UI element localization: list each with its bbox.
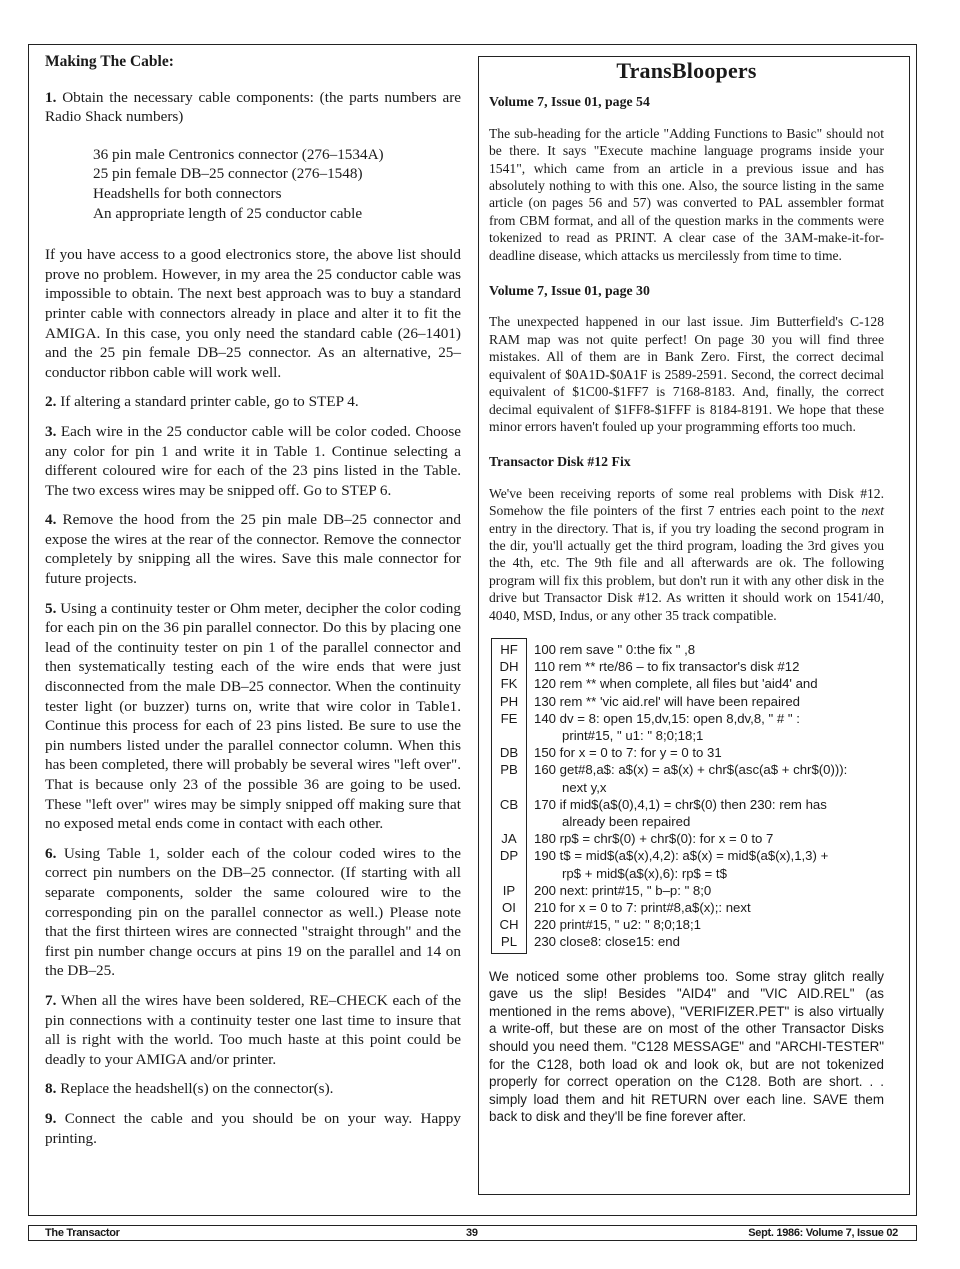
listing-row xyxy=(492,638,848,658)
part-item: 36 pin male Centronics connector (276–1534A) xyxy=(93,145,384,163)
checksum-code: HF xyxy=(492,638,527,658)
code-line: 220 print#15, " u2: " 8;0;18;1 xyxy=(534,917,702,933)
footer-page-number: 39 xyxy=(466,1227,478,1239)
making-the-cable-article xyxy=(45,52,461,1158)
footer-issue: Sept. 1986: Volume 7, Issue 02 xyxy=(748,1227,898,1239)
listing-row xyxy=(492,830,848,847)
code-line-continuation: rp$ + mid$(a$(x),6): rp$ = t$ xyxy=(562,865,727,881)
checksum-code: PB xyxy=(492,761,527,795)
step-1: 1. Obtain the necessary cable components: (the parts numbers are Radio Shack numbers) xyxy=(45,88,462,126)
code-line: 110 rem ** rte/86 – to fix transactor's disk #12 xyxy=(534,659,800,675)
code-line: 130 rem ** 'vic aid.rel' will have been repaired xyxy=(534,693,800,709)
checksum-code: CB xyxy=(492,796,527,830)
section-heading-disk12-fix: Transactor Disk #12 Fix xyxy=(489,454,631,470)
transbloopers-column xyxy=(489,60,884,1144)
article-heading: Making The Cable: xyxy=(45,53,174,70)
listing-row xyxy=(492,916,848,933)
code-line-continuation: already been repaired xyxy=(562,814,691,829)
footer-publication: The Transactor xyxy=(45,1227,120,1239)
step-3: 3. Each wire in the 25 conductor cable will be color coded. Choose any color for pin 1 and write it in Table 1. Continue selecting a different coloured wire for each of the 23 pins listed in the Table. The two excess wires may be snipped off. Go to STEP 6. xyxy=(45,422,461,499)
page-footer xyxy=(28,1225,917,1241)
basic-program-listing xyxy=(491,638,848,954)
code-line: 120 rem ** when complete, all files but 'aid4' and xyxy=(534,676,818,692)
code-line: 150 for x = 0 to 7: for y = 0 to 31 xyxy=(534,745,722,761)
checksum-code: PL xyxy=(492,933,527,953)
part-item: Headshells for both connectors xyxy=(93,184,282,202)
checksum-code: CH xyxy=(492,916,527,933)
step-2: 2. If altering a standard printer cable, go to STEP 4. xyxy=(45,393,359,411)
step-5: 5. Using a continuity tester or Ohm meter, decipher the color coding for each pin on the 36 pin parallel connector. Do this by placing one lead of the continuity tester on pin 1 of the parallel connector and then systematically testing each of the wire ends that were just disconnected from the male DB–25 connector. When the continuity tester light (or buzzer) turns on, write that wire color in Table1. Continue this process for each of 23 pins listed. Be sure to use the pin numbers listed under the parallel connector column. When this has been completed, there will probably be several wires "left over". That is because only 23 of the possible 36 are going to be used. These "left over" wires may be simply snipped off making sure that no exposed metal ends come in contact with each other. xyxy=(45,599,461,833)
transbloopers-title: TransBloopers xyxy=(616,58,757,83)
checksum-code: FE xyxy=(492,710,527,744)
part-item: 25 pin female DB–25 connector (276–1548) xyxy=(93,165,363,183)
checksum-code: DB xyxy=(492,744,527,761)
code-line: 180 rp$ = chr$(0) + chr$(0): for x = 0 to 7 xyxy=(534,831,774,847)
code-line-continuation: next y,x xyxy=(562,779,607,795)
listing-row xyxy=(492,899,848,916)
store-paragraph: If you have access to a good electronics store, the above list should prove no problem. However, in my area the 25 conductor cable was impossible to obtain. The next best approach was to buy a standard printer cable with connectors already in place and alter it to fit the AMIGA. In this case, you only need the standard cable (26–1401) and the 25 pin female DB–25 connector. As an alternative, 25–conductor ribbon cable will work well. xyxy=(45,246,461,381)
section-text-vol7-page54: The sub-heading for the article "Adding Functions to Basic" should not be there. It says "Execute machine language programs inside your 1541", which came from an article in a previous issue and has absolutely nothing to with this one. Also, the source listing in the same article (on pages 56 and 57) was converted to PAL assembler format from CBM format, and all of the question marks in the comments were tokenized to read as PRINT. A clear case of the 3AM-make-it-for-deadline disease, which attacks us mercilessly from time to time. xyxy=(489,125,884,263)
checksum-code: DP xyxy=(492,847,527,881)
code-line: 100 rem save " 0:the fix " ,8 xyxy=(534,641,696,657)
listing-row xyxy=(492,675,848,692)
code-line: 200 next: print#15, " b–p: " 8;0 xyxy=(534,882,712,898)
step-4: 4. Remove the hood from the 25 pin male DB–25 connector and expose the wires at the rear of the connector. Remove the connector completely by snipping all the wires. Save this male connector for future projects. xyxy=(45,511,461,588)
checksum-code: PH xyxy=(492,693,527,710)
code-line: 140 dv = 8: open 15,dv,15: open 8,dv,8, " # " : xyxy=(534,710,800,726)
code-line: 160 get#8,a$: a$(x) = a$(x) + chr$(asc(a$ + chr$(0))): xyxy=(534,762,848,778)
section-text-disk12-fix: We've been receiving reports of some real problems with Disk #12. Somehow the file pointers of the first 7 entries each point to the next entry in the directory. That is, if you try loading the second program in the dir, you'll actually get the third program, loading the 3rd gives you the 4th, etc. The 9th file and all afterwards are ok. The following program will fix this problem, but don't run it with any other disk in the drive but Transactor Disk #12. As written it should work on 1541/40, 4040, MSD, Indus, or any other 35 track compatible. xyxy=(489,485,884,623)
checksum-code: JA xyxy=(492,830,527,847)
section-heading-vol7-page30: Volume 7, Issue 01, page 30 xyxy=(489,283,650,299)
listing-row xyxy=(492,710,848,744)
step-7: 7. When all the wires have been soldered, RE–CHECK each of the pin connections with a continuity tester one last time to insure that all is right with the world. Too much haste at this point could be deadly to your AMIGA and/or printer. xyxy=(45,991,461,1068)
checksum-code: FK xyxy=(492,675,527,692)
listing-row xyxy=(492,796,848,830)
part-item: An appropriate length of 25 conductor cable xyxy=(93,204,363,222)
listing-row xyxy=(492,847,848,881)
listing-row xyxy=(492,744,848,761)
code-line-continuation: print#15, " u1: " 8;0;18;1 xyxy=(562,727,704,743)
checksum-code: DH xyxy=(492,658,527,675)
code-line: 190 t$ = mid$(a$(x),4,2): a$(x) = mid$(a$(x),1,3) + xyxy=(534,848,829,864)
listing-row xyxy=(492,882,848,899)
parts-list xyxy=(93,145,461,223)
code-line: 210 for x = 0 to 7: print#8,a$(x);: next xyxy=(534,900,751,916)
closing-paragraph: We noticed some other problems too. Some stray glitch really gave us the slip! Besides "AID4" and "VIC AID.REL" (as mentioned in the rems above), "VERIFIZER.PET" is also virtually a write-off, but these are on most of the other Transactor Disks should you need them. "C128 MESSAGE" and "ARCHI-TESTER" for the C128, both load ok and look ok, but are not tokenized properly for correct operation on the C128. Both are short. . . simply load them and hit RETURN over each line. SAVE them back to disk and they'll be fine forever after. xyxy=(489,968,884,1125)
section-text-vol7-page30: The unexpected happened in our last issue. Jim Butterfield's C-128 RAM map was not quite perfect! On page 30 you will find three mistakes. All of them are in Bank Zero. First, the correct decimal equivalent of $0A1D-$0A1F is 2589-2591. Second, the correct decimal equivalent of $1C00-$1FF7 is 7168-8183. And, finally, the correct decimal equivalent of $1FF8-$1FFF is 8184-8191. We hope that these minor errors haven't fouled up your programming efforts too much. xyxy=(489,314,884,434)
listing-row xyxy=(492,761,848,795)
listing-row xyxy=(492,933,848,953)
checksum-code: OI xyxy=(492,899,527,916)
code-line: 170 if mid$(a$(0),4,1) = chr$(0) then 230: rem has xyxy=(534,796,827,812)
step-9: 9. Connect the cable and you should be on your way. Happy printing. xyxy=(45,1109,461,1147)
checksum-code: IP xyxy=(492,882,527,899)
code-line: 230 close8: close15: end xyxy=(534,934,680,950)
step-8: 8. Replace the headshell(s) on the connector(s). xyxy=(45,1080,334,1098)
listing-row xyxy=(492,658,848,675)
section-heading-vol7-page54: Volume 7, Issue 01, page 54 xyxy=(489,94,650,110)
step-6: 6. Using Table 1, solder each of the colour coded wires to the correct pin numbers on the DB–25 connector. (If starting with all separate components, solder the same coloured wire to the corresponding pin on the parallel connector as well.) Please note that the first thirteen wires are connected "straight through" and the first pin number change occurs at pins 19 on the parallel and 14 on the DB–25. xyxy=(45,844,461,980)
listing-row xyxy=(492,693,848,710)
